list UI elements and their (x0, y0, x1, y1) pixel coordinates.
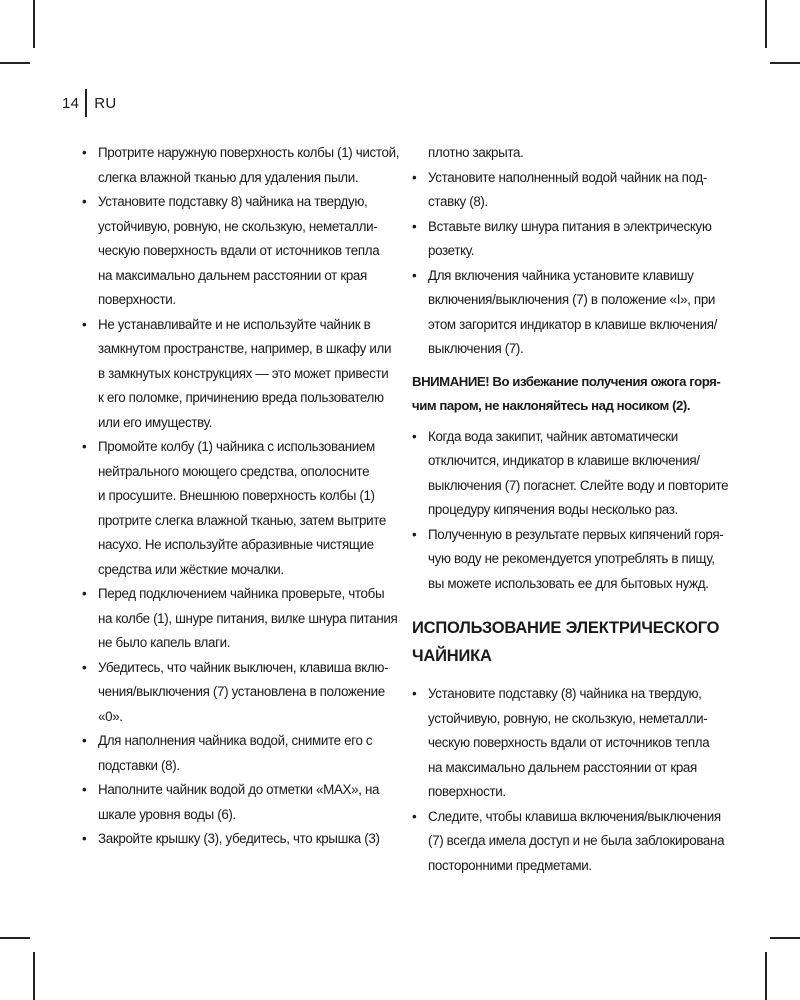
list-item (412, 215, 724, 264)
list-item-line: ческую поверхность вдали от источников тепла (428, 735, 710, 750)
list-item-line: розетку. (428, 243, 475, 258)
list-item (412, 425, 729, 523)
list-item (82, 141, 400, 190)
list-item-line: (7) всегда имела доступ и не была заблокирована (428, 833, 725, 848)
crop-mark-top-right-horizontal (770, 62, 800, 64)
list-item-line: • Не устанавливайте и не используйте чайник в (98, 316, 371, 332)
crop-mark-top-right-vertical (765, 0, 767, 48)
crop-mark-top-left-horizontal (0, 62, 30, 64)
list-item-line: • Установите подставку 8) чайника на твердую, (98, 194, 368, 209)
crop-mark-bottom-right-vertical (765, 952, 767, 1000)
list-item-line: посторонними предметами. (428, 857, 592, 873)
left-column (82, 141, 400, 852)
list-item-line: чую воду не рекомендуется употреблять в пищу, (428, 551, 715, 566)
list-item (82, 778, 394, 827)
list-item-line: или его имуществу. (98, 414, 212, 430)
list-item-line: выключения (7) погаснет. Слейте воду и повторите (428, 477, 729, 493)
list-item-line: • Перед подключением чайника проверьте, чтобы (98, 586, 385, 601)
list-item-line: поверхности. (428, 784, 506, 799)
list-item (82, 190, 394, 313)
list-item (82, 656, 394, 730)
list-item-line: и просушите. Внешнюю поверхность колбы (1) (98, 488, 375, 503)
list-item (412, 166, 724, 215)
list-item (82, 729, 394, 778)
list-item-line: чения/выключения (7) установлена в положение (98, 684, 385, 699)
list-item (412, 682, 724, 805)
list-item-line: насухо. Не используйте абразивные чистящие (98, 537, 374, 552)
list-item-line: устойчивую, ровную, не скользкую, неметалли- (428, 710, 708, 726)
list-item-line: • Для наполнения чайника водой, снимите его с (98, 733, 373, 748)
list-item-line: средства или жёсткие мочалки. (98, 561, 284, 577)
list-item-line: вы можете использовать ее для бытовых нужд. (428, 575, 709, 591)
page-number: 14 (62, 94, 80, 112)
list-item-line: замкнутом пространстве, например, в шкафу или (98, 341, 392, 356)
list-item-line: выключения (7). (428, 341, 524, 356)
list-item-line: не было капель влаги. (98, 635, 231, 650)
warning-line: ВНИМАНИЕ! Во избежание получения ожога горя- (412, 373, 721, 389)
list-item-line: ческую поверхность вдали от источников тепла (98, 243, 380, 258)
list-item-line: устойчивую, ровную, не скользкую, неметалли- (98, 218, 378, 234)
list-item (412, 264, 724, 362)
list-item-line: • Закройте крышку (3), убедитесь, что крышка (3) (98, 831, 380, 846)
list-item-line: • Убедитесь, что чайник выключен, клавиша вклю- (98, 659, 389, 675)
list-item-line: шкале уровня воды (6). (98, 806, 236, 822)
list-item-line: процедуру кипячения воды несколько раз. (428, 502, 678, 517)
warning-text (412, 370, 724, 419)
right-bullet-list-a (412, 166, 724, 362)
list-item-line: • Протрите наружную поверхность колбы (1) чистой, (98, 145, 400, 160)
left-bullet-list (82, 141, 400, 852)
page-header (62, 88, 117, 118)
crop-mark-bottom-right-horizontal (770, 937, 800, 939)
list-item-line: на максимально дальнем расстоянии от края (98, 267, 367, 283)
list-item-line: протрите слегка влажной тканью, затем вытрите (98, 512, 387, 528)
list-item-line: • Для включения чайника установите клавишу (428, 267, 694, 283)
right-bullet-list-c (412, 682, 724, 878)
list-item-line: • Когда вода закипит, чайник автоматически (428, 428, 678, 444)
list-item-line: включения/выключения (7) в положение «I», при (428, 292, 716, 307)
list-item-line: • Следите, чтобы клавиша включения/выключения (428, 808, 721, 824)
continuation-text: плотно закрыта. (428, 145, 524, 160)
list-item-line: слегка влажной тканью для удаления пыли. (98, 169, 359, 185)
list-item (412, 523, 724, 597)
list-item (82, 582, 398, 656)
list-item-line: ставку (8). (428, 194, 488, 209)
warning-line: чим паром, не наклоняйтесь над носиком (2). (412, 398, 691, 413)
list-item-line: • Полученную в результате первых кипячений горя- (428, 526, 724, 542)
section-heading (412, 614, 724, 670)
list-item-line: • Вставьте вилку шнура питания в электрическую (428, 218, 712, 234)
list-item-line: подставки (8). (98, 757, 180, 773)
list-item-line: • Промойте колбу (1) чайника с использованием (98, 439, 375, 454)
list-item-line: • Установите наполненный водой чайник на под- (428, 169, 707, 185)
list-item-line: отключится, индикатор в клавише включения/ (428, 453, 700, 468)
list-item-line: на максимально дальнем расстоянии от края (428, 759, 697, 775)
list-item-line: «0». (98, 708, 123, 724)
list-item-line: к его поломке, причинению вреда пользователю (98, 390, 384, 405)
list-item (82, 827, 394, 852)
right-column (412, 141, 729, 878)
list-item (82, 435, 394, 582)
list-item-line: в замкнутых конструкциях — это может привести (98, 365, 389, 381)
heading-line: ЧАЙНИКА (412, 647, 492, 665)
crop-mark-bottom-left-vertical (33, 952, 35, 1000)
list-item-line: • Установите подставку (8) чайника на твердую, (428, 686, 702, 701)
header-divider (85, 89, 87, 117)
list-item-line: нейтрального моющего средства, ополосните (98, 463, 370, 479)
list-item (412, 805, 724, 879)
list-item-line: • Наполните чайник водой до отметки «MAX», на (98, 782, 380, 797)
heading-line: ИСПОЛЬЗОВАНИЕ ЭЛЕКТРИЧЕСКОГО (412, 619, 720, 637)
crop-mark-bottom-left-horizontal (0, 937, 30, 939)
list-item-line: этом загорится индикатор в клавише включения/ (428, 316, 717, 332)
list-item-line: на колбе (1), шнуре питания, вилке шнура питания (98, 610, 398, 626)
list-item-line: поверхности. (98, 292, 176, 307)
list-item (82, 313, 394, 436)
right-bullet-list-b (412, 425, 729, 597)
crop-mark-top-left-vertical (33, 0, 35, 48)
language-label: RU (94, 94, 117, 112)
